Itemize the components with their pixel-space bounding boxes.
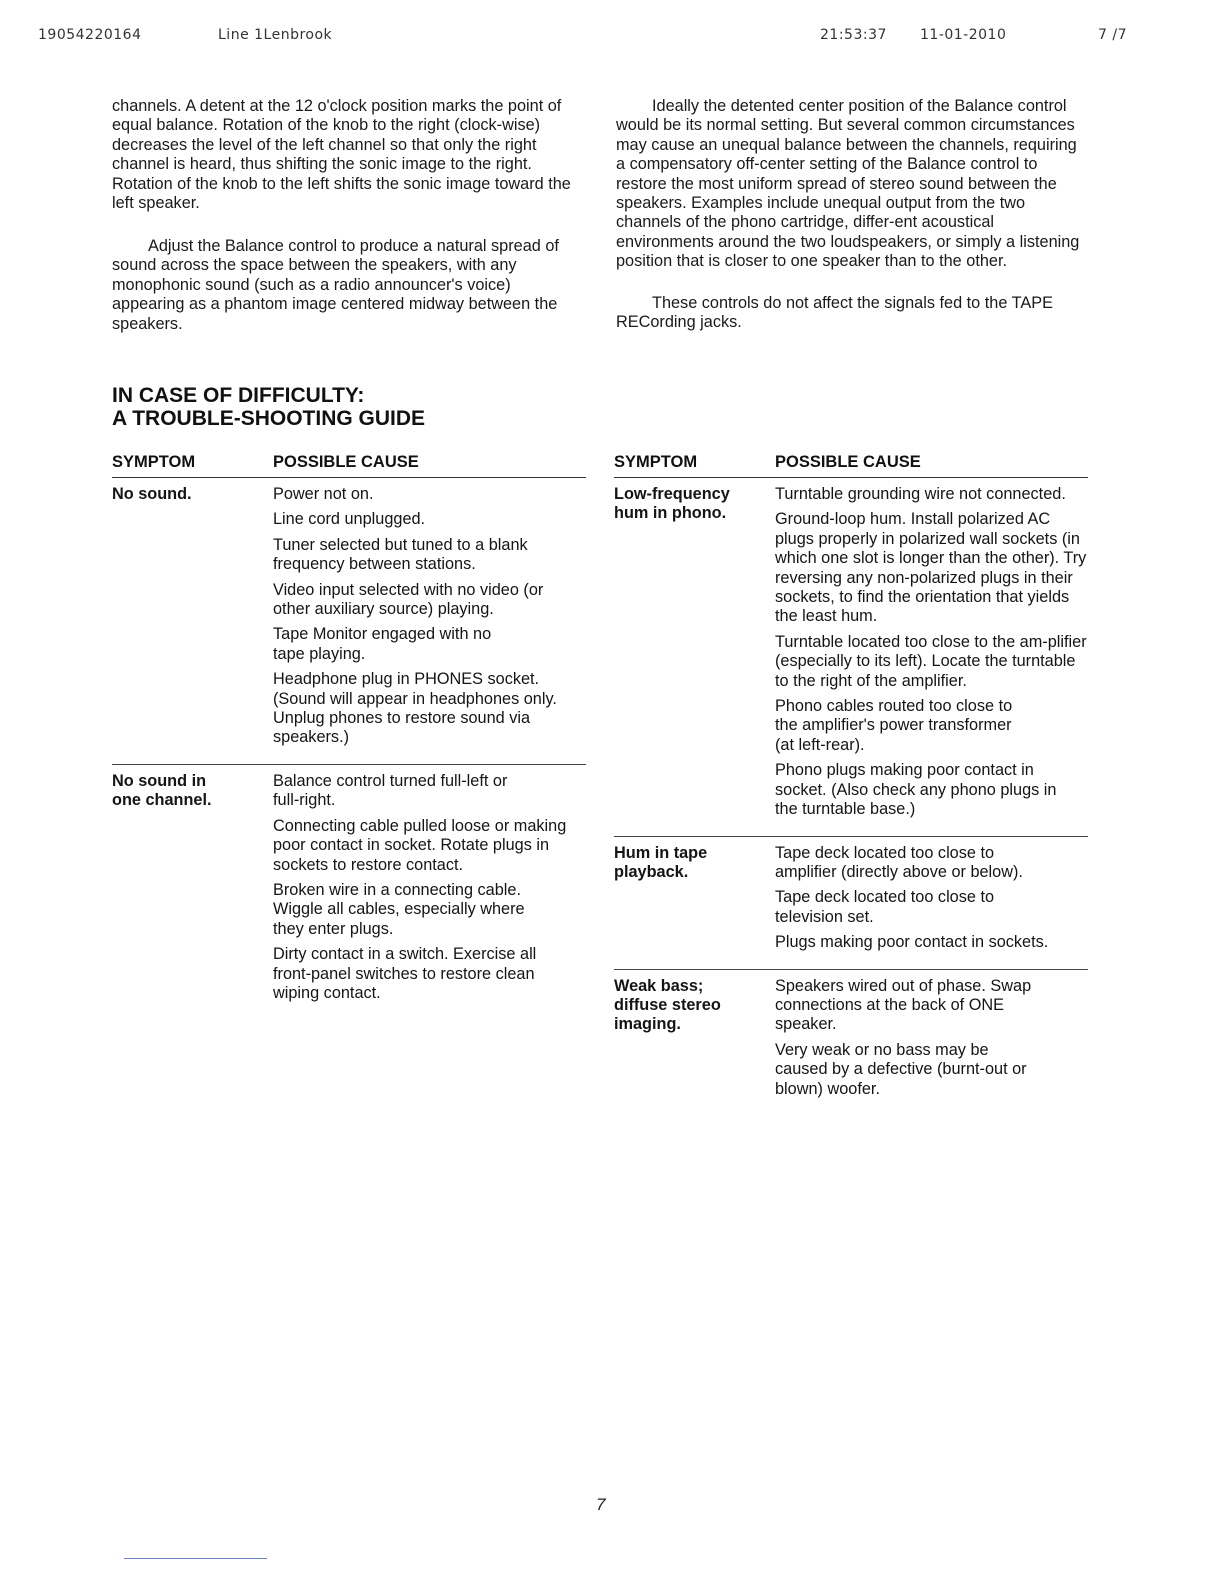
symptom-cell: Weak bass; diffuse stereo imaging. <box>614 976 721 1034</box>
troubleshooting-heading <box>112 384 425 430</box>
cause-item: Tape Monitor engaged with no tape playing. <box>273 625 492 663</box>
cause-item: Video input selected with no video (or other auxiliary source) playing. <box>273 580 544 619</box>
fax-page-count: 7 /7 <box>1098 27 1127 43</box>
fax-date: 11-01-2010 <box>920 27 1007 43</box>
cause-item: Turntable grounding wire not connected. <box>775 485 1066 503</box>
cause-item: Phono cables routed too close to the amplifier's power transformer (at left-rear). <box>775 697 1013 754</box>
heading-line-1: IN CASE OF DIFFICULTY: <box>112 384 365 407</box>
intro-right-paragraph-2: These controls do not affect the signals fed to the TAPE RECording jacks. <box>616 294 1053 332</box>
cause-item: Tape deck located too close to television set. <box>775 888 995 926</box>
symptom-cell: Low-frequency hum in phono. <box>614 485 730 523</box>
intro-right-paragraph-1: Ideally the detented center position of the Balance control would be its normal setting. But several common circumstances may cause an unequal balance between the channels, requiring a compensatory off-center setting of the Balance control to restore the most uniform spread of stereo sound between the speakers. Examples include unequal output from the two channels of the phono cartridge, differ-ent acoustical environments around the two loudspeakers, or simply a listening position that is closer to one speaker than to the other. <box>616 97 1080 271</box>
table-row <box>112 765 586 1019</box>
table-row <box>614 837 1088 970</box>
symptom-column-header: SYMPTOM <box>112 453 196 471</box>
troubleshooting-table-left <box>112 453 586 1019</box>
cause-item: Tuner selected but tuned to a blank frequency between stations. <box>273 535 528 574</box>
cause-cell <box>273 485 586 754</box>
cause-item: Phono plugs making poor contact in socket. (Also check any phono plugs in the turntable base.) <box>775 761 1057 819</box>
heading-line-2: A TROUBLE-SHOOTING GUIDE <box>112 407 426 430</box>
cause-cell <box>775 844 1088 959</box>
cause-cell <box>775 485 1088 826</box>
symptom-cell: No sound in one channel. <box>112 771 212 810</box>
cause-cell <box>273 772 586 1009</box>
cause-item: Line cord unplugged. <box>273 510 426 529</box>
troubleshooting-table-right <box>614 453 1088 1115</box>
cause-item: Balance control turned full-left or full-right. <box>273 771 508 810</box>
table-header <box>614 453 1088 478</box>
cause-item: Tape deck located too close to amplifier (directly above or below). <box>775 843 1023 881</box>
cause-item: Headphone plug in PHONES socket. (Sound will appear in headphones only. Unplug phones to restore sound via speakers.) <box>273 670 557 747</box>
table-row <box>112 478 586 765</box>
cause-column-header: POSSIBLE CAUSE <box>273 453 419 471</box>
cause-item: Ground-loop hum. Install polarized AC plugs properly in polarized wall sockets (in which one slot is longer than the other). Try reversing any non-polarized plugs in their sockets, to find the orientation that yields the least hum. <box>775 510 1087 626</box>
cause-item: Broken wire in a connecting cable. Wiggle all cables, especially where they enter plugs. <box>273 880 525 938</box>
fax-time: 21:53:37 <box>820 27 887 43</box>
table-row <box>614 478 1088 837</box>
cause-column-header: POSSIBLE CAUSE <box>775 453 921 471</box>
intro-left-paragraph-2: Adjust the Balance control to produce a natural spread of sound across the space between the speakers, with any monophonic sound (such as a radio announcer's voice) appearing as a phantom image centered midway between the speakers. <box>112 237 559 333</box>
fax-sender: Line 1Lenbrook <box>218 27 333 43</box>
cause-item: Plugs making poor contact in sockets. <box>775 933 1049 952</box>
fax-number: 19054220164 <box>38 27 142 43</box>
footer-rule <box>124 1558 267 1559</box>
symptom-column-header: SYMPTOM <box>614 453 698 471</box>
cause-item: Power not on. <box>273 485 374 503</box>
cause-item: Speakers wired out of phase. Swap connections at the back of ONE speaker. <box>775 976 1032 1034</box>
page-number: 7 <box>596 1495 606 1514</box>
symptom-cell: No sound. <box>112 485 192 503</box>
cause-item: Connecting cable pulled loose or making poor contact in socket. Rotate plugs in sockets to restore contact. <box>273 816 567 874</box>
intro-left-paragraph-1: channels. A detent at the 12 o'clock position marks the point of equal balance. Rotation of the knob to the right (clock-wise) decreases the level of the left channel so that only the right channel is heard, thus shifting the sonic image to the right. Rotation of the knob to the left shifts the sonic image toward the left speaker. <box>112 97 571 213</box>
cause-item: Turntable located too close to the am-plifier (especially to its left). Locate the turntable to the right of the amplifier. <box>775 632 1087 690</box>
symptom-cell: Hum in tape playback. <box>614 843 708 881</box>
cause-cell <box>775 977 1088 1105</box>
table-row <box>614 970 1088 1115</box>
cause-item: Very weak or no bass may be caused by a defective (burnt-out or blown) woofer. <box>775 1040 1027 1098</box>
table-header <box>112 453 586 478</box>
cause-item: Dirty contact in a switch. Exercise all front-panel switches to restore clean wiping contact. <box>273 945 537 1002</box>
